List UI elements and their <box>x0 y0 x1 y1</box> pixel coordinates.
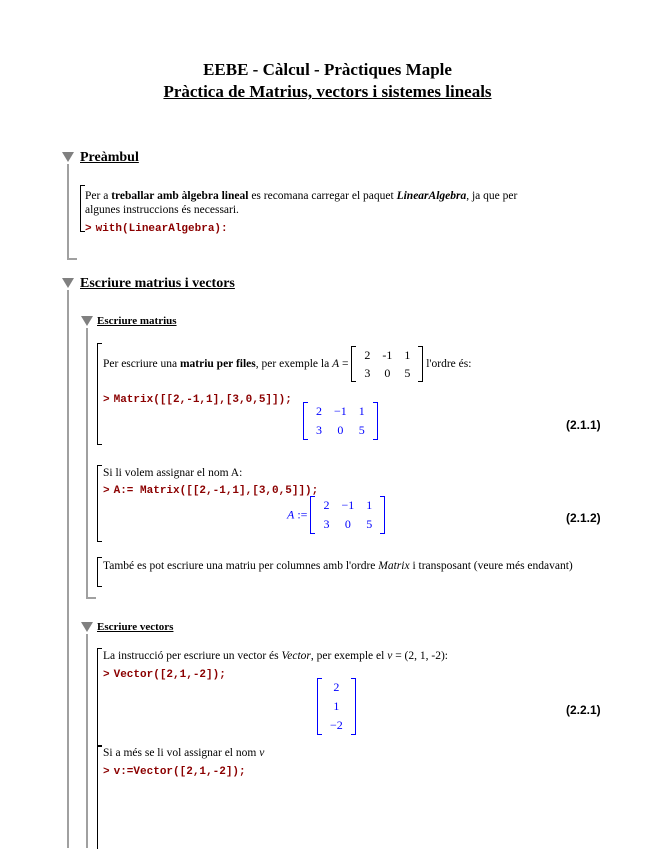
collapse-subsection-vectors-icon[interactable] <box>81 622 93 632</box>
assign-name-paragraph: Si li volem assignar el nom A: <box>103 467 243 479</box>
execution-group-bracket <box>97 557 102 587</box>
document-subtitle: Pràctica de Matrius, vectors i sistemes lineals <box>163 82 492 101</box>
equation-label-2-2-1: (2.2.1) <box>566 703 601 717</box>
subsection-line-vectors <box>86 634 88 848</box>
section-heading-preambul: Preàmbul <box>80 150 139 165</box>
vector-assign-paragraph: Si a més se li vol assignar el nom v <box>103 747 265 759</box>
collapse-section-preambul-icon[interactable] <box>62 152 74 162</box>
execution-group-bracket <box>97 343 102 445</box>
matrix-a-inline: 2 -1 1 3 0 5 <box>351 346 423 382</box>
section-heading-matrices-vectors: Escriure matrius i vectors <box>80 276 235 291</box>
output-vector-1: 2 1 −2 <box>317 678 356 735</box>
equation-label-2-1-1: (2.1.1) <box>566 418 601 432</box>
code-input-vector[interactable]: > Vector([2,1,-2]); <box>103 669 226 681</box>
execution-group-bracket <box>97 746 102 849</box>
code-input-matrix[interactable]: > Matrix([[2,-1,1],[3,0,5]]); <box>103 394 292 406</box>
matrix-columns-paragraph: També es pot escriure una matriu per columnes amb l'ordre Matrix i transposant (veure més endavant) <box>103 560 573 572</box>
execution-group-bracket <box>97 465 102 542</box>
equation-label-2-1-2: (2.1.2) <box>566 511 601 525</box>
section-line-preambul <box>67 164 69 259</box>
collapse-subsection-matrices-icon[interactable] <box>81 316 93 326</box>
execution-group-bracket <box>97 648 102 746</box>
document-title: EEBE - Càlcul - Pràctiques Maple <box>203 60 452 79</box>
matrix-rows-paragraph: Per escriure una matriu per files, per exemple la A = 2 -1 1 3 0 5 l'ordre és: <box>103 348 472 380</box>
collapse-section-matrices-icon[interactable] <box>62 278 74 288</box>
subsection-heading-vectors: Escriure vectors <box>97 621 174 633</box>
subsection-heading-matrices: Escriure matrius <box>97 315 177 327</box>
section-line-matrices <box>67 290 69 848</box>
code-input-assign-matrix[interactable]: > A:= Matrix([[2,-1,1],[3,0,5]]); <box>103 485 319 497</box>
output-matrix-1: 2 −1 1 3 0 5 <box>303 402 378 440</box>
output-matrix-2: A := 2 −1 1 3 0 5 <box>287 496 385 534</box>
preambul-paragraph: Per a treballar amb àlgebra lineal es recomana carregar el paquet LinearAlgebra, ja que per algunes instruccions és necessari. <box>85 190 518 216</box>
code-input-with-linearalgebra[interactable]: > with(LinearAlgebra): <box>85 223 228 235</box>
vector-paragraph: La instrucció per escriure un vector és Vector, per exemple el v = (2, 1, -2): <box>103 650 448 662</box>
code-input-assign-vector[interactable]: > v:=Vector([2,1,-2]); <box>103 766 246 778</box>
subsection-line-end-matrices <box>86 597 96 599</box>
section-line-end-preambul <box>67 258 77 260</box>
subsection-line-matrices <box>86 328 88 598</box>
